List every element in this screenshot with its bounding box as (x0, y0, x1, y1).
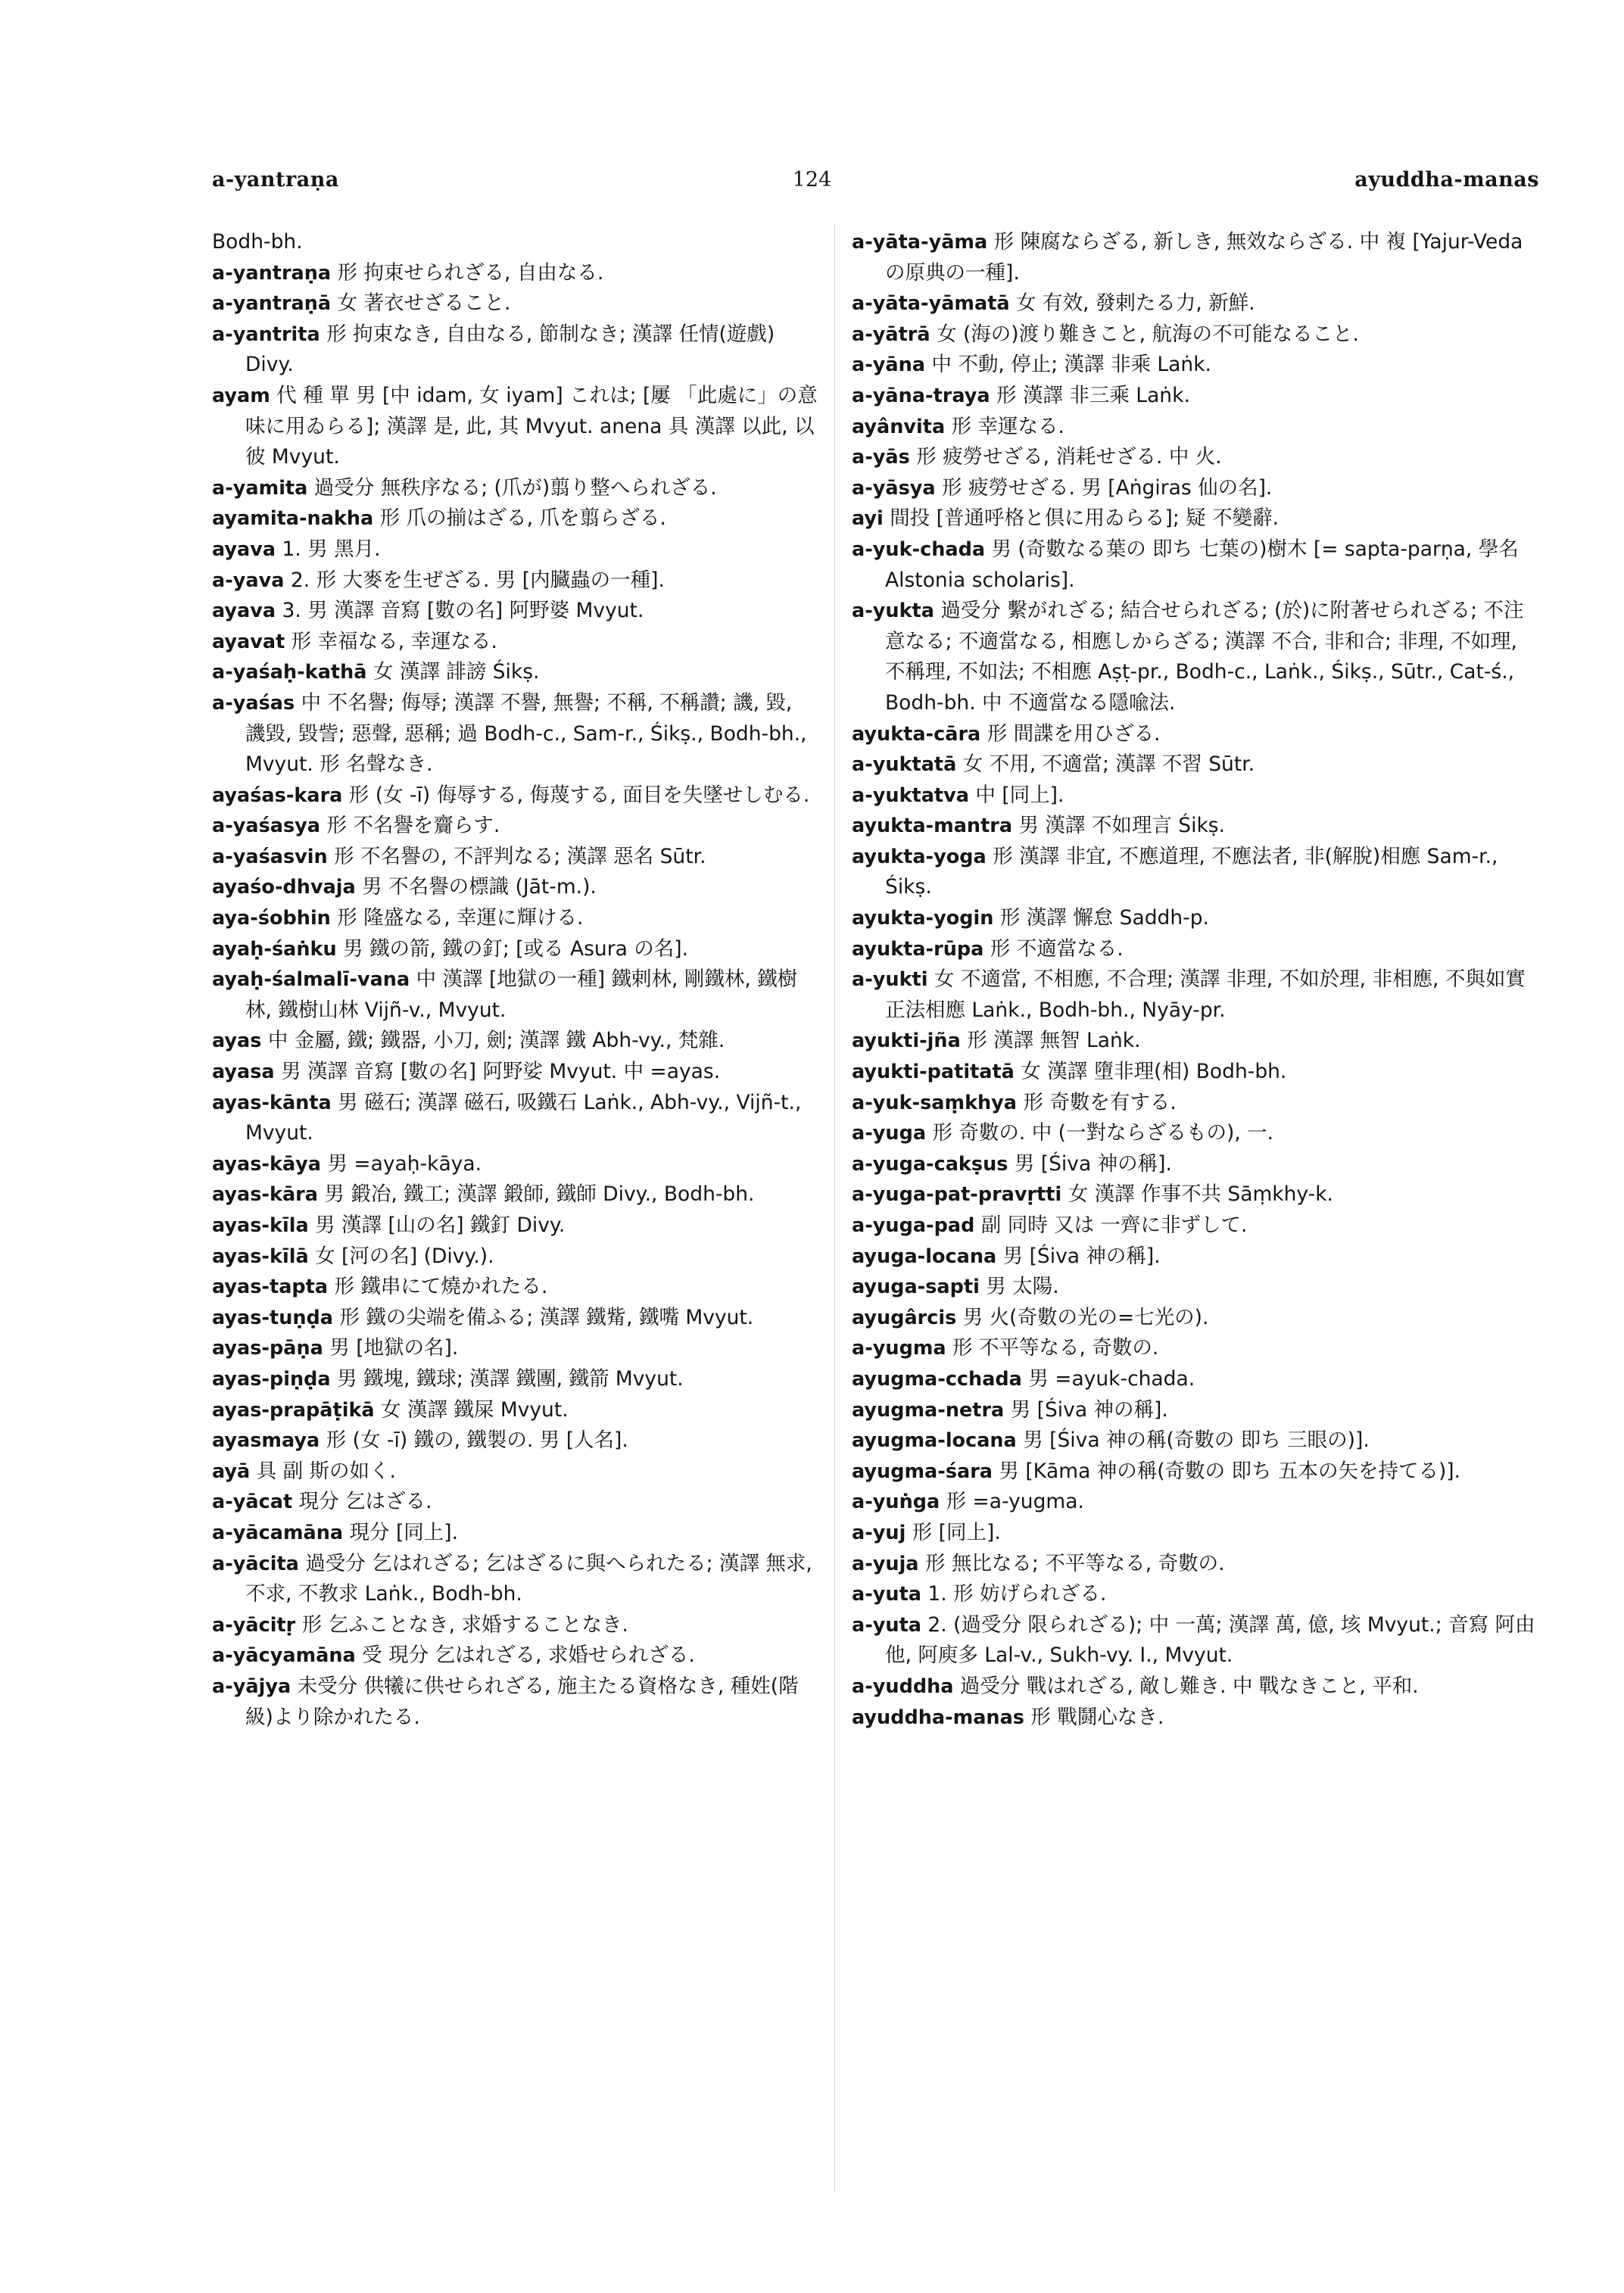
entry-definition: 男 (奇數なる葉の 即ち 七葉の)樹木 [= sapta-parṇa, 學名 Alstonia scholaris]. (885, 537, 1519, 592)
dictionary-entry (852, 842, 1539, 903)
entry-headword: ayuddha-manas (852, 1706, 1024, 1729)
dictionary-entry (212, 842, 818, 873)
dictionary-entry (212, 1303, 818, 1334)
entry-definition: 中 不動, 停止; 漢譯 非乘 Laṅk. (931, 353, 1211, 377)
entry-definition: 女 有效, 發剌たる力, 新鮮. (1016, 291, 1255, 316)
dictionary-entry (212, 934, 818, 965)
entry-definition: 2. (過受分 限られざる); 中 一萬; 漢譯 萬, 億, 垓 Mvyut.; 音寫 阿由他, 阿庾多 Lal-v., Sukh-vy. I., Mvyut. (885, 1612, 1535, 1668)
entry-definition: 形 幸運なる. (951, 414, 1064, 438)
dictionary-entry (852, 1395, 1539, 1426)
dictionary-entry (852, 1518, 1539, 1549)
entry-definition: 過受分 繫がれざる; 結合せられざる; (於)に附著せられざる; 不注意なる; 不適當なる, 相應しからざる; 漢譯 不合, 非和合; 非理, 不如理, 不稱理, 不如法; 不相應 Aṣṭ-pr., Bodh-c., Laṅk., Śikṣ., Sūtr., Cat-ś., Bodh-bh. 中 不適當なる隱喩法. (885, 599, 1524, 715)
entry-headword: a-yaśasya (212, 815, 321, 838)
dictionary-entry (852, 1210, 1539, 1242)
dictionary-entry (852, 1303, 1539, 1334)
entry-headword: a-yācat (212, 1491, 293, 1514)
entry-headword: a-yāsya (852, 476, 936, 500)
entry-headword: a-yaśaḥ-kathā (212, 661, 367, 684)
dictionary-entry (852, 749, 1539, 780)
entry-definition: 形 拘束なき, 自由なる, 節制なき; 漢譯 任情(遊戲) Divy. (245, 322, 775, 377)
entry-headword: ayaśo-dhvaja (212, 876, 356, 899)
entry-definition: 形 疲勞せざる. 男 [Aṅgiras 仙の名]. (942, 475, 1273, 500)
entry-headword: a-yamita (212, 476, 308, 500)
entry-headword: a-yās (852, 446, 910, 469)
right-column (852, 227, 1539, 1733)
entry-headword: ayukta-yoga (852, 845, 987, 868)
entry-definition: 男 漢譯 音寫 [數の名] 阿野娑 Mvyut. 中 =ayas. (281, 1060, 721, 1084)
entry-definition: 受 現分 乞はれざる, 求婚せられざる. (362, 1643, 695, 1668)
dictionary-entry (212, 688, 818, 780)
dictionary-entry (852, 534, 1539, 596)
entry-definition: 形 不適當なる. (990, 936, 1124, 961)
dictionary-entry (212, 811, 818, 842)
entry-definition: 中 不名譽; 侮辱; 漢譯 不譽, 無譽; 不稱, 不稱讚; 譏, 毀, 譏毀, 毀訾; 惡聲, 惡稱; 過 Bodh-c., Sam-r., Śikṣ., Bodh-bh., Mvyut. 形 名聲なき. (245, 690, 807, 777)
entry-headword: ayas-kāra (212, 1183, 318, 1207)
dictionary-entry (212, 473, 818, 504)
entry-headword: a-yācyamāna (212, 1644, 356, 1668)
entry-definition: 形 不平等なる, 奇數の. (952, 1336, 1159, 1360)
entry-definition: 男 不名譽の標識 (Jāt-m.). (362, 875, 597, 899)
entry-definition: 形 拘束せられざる, 自由なる. (337, 260, 604, 285)
entry-headword: a-yācitṛ (212, 1613, 296, 1637)
entry-definition: 男 鐵の箭, 鐵の釘; [或る Asura の名]. (343, 936, 689, 961)
dictionary-entry (212, 227, 818, 258)
dictionary-entry (212, 903, 818, 934)
entry-definition: 女 漢譯 作事不共 Sāṃkhy-k. (1068, 1182, 1333, 1207)
entry-definition: 代 種 單 男 [中 idam, 女 iyam] これは; [屢 「此處に」の意味に用ゐらる]; 漢譯 是, 此, 其 Mvyut. anena 具 漢譯 以此, 以彼 Mvyut. (245, 383, 818, 469)
dictionary-entry (852, 442, 1539, 473)
entry-definition: 形 乞ふことなき, 求婚することなき. (301, 1612, 628, 1637)
entry-headword: a-yukta (852, 600, 934, 623)
entry-definition: 形 (女 -ī) 侮辱する, 侮蔑する, 面目を失墜せしむる. (348, 783, 810, 807)
entry-definition: 現分 乞はざる. (298, 1490, 432, 1514)
entry-definition: 形 疲勞せざる, 消耗せざる. 中 火. (916, 445, 1222, 469)
entry-headword: ayas-tapta (212, 1276, 329, 1299)
entry-headword: a-yuta (852, 1613, 921, 1637)
entry-definition: 男 [Kāma 神の稱(奇數の 即ち 五本の矢を持てる)]. (999, 1459, 1461, 1483)
entry-headword: a-yuk-saṃkhya (852, 1091, 1018, 1114)
dictionary-entry (852, 1179, 1539, 1210)
entry-headword: ayas-prapāṭikā (212, 1398, 375, 1422)
entry-headword: ayas-tuṇḍa (212, 1306, 333, 1329)
entry-headword: ayukta-rūpa (852, 937, 984, 961)
dictionary-entry (212, 1026, 818, 1057)
dictionary-entry (852, 503, 1539, 534)
entry-headword: ayugma-cchada (852, 1367, 1022, 1391)
entry-definition: 男 [Śiva 神の稱]. (1014, 1151, 1172, 1176)
dictionary-entry (212, 1640, 818, 1671)
dictionary-entry (212, 1425, 818, 1456)
dictionary-entry (212, 1610, 818, 1641)
entry-headword: a-yuktatā (852, 753, 957, 777)
dictionary-entry (852, 964, 1539, 1026)
entry-headword: ayukta-yogin (852, 907, 994, 930)
entry-definition: 形 漢譯 無智 Laṅk. (967, 1029, 1141, 1053)
entry-definition: Bodh-bh. (212, 230, 303, 254)
dictionary-entry (212, 964, 818, 1026)
entry-definition: 形 間諜を用ひざる. (987, 721, 1161, 746)
entry-headword: ayukta-cāra (852, 722, 981, 746)
entry-headword: ayukta-mantra (852, 815, 1013, 838)
entry-definition: 1. 形 妨げられざる. (927, 1582, 1107, 1606)
entry-headword: ayukti-patitatā (852, 1061, 1015, 1084)
dictionary-entry (852, 288, 1539, 319)
dictionary-entry (852, 1364, 1539, 1395)
entry-headword: a-yātrā (852, 322, 930, 346)
entry-headword: ayaḥ-śaṅku (212, 937, 337, 961)
entry-definition: 男 [Śiva 神の稱]. (1002, 1244, 1161, 1268)
dictionary-entry (852, 1671, 1539, 1703)
dictionary-entry (212, 1364, 818, 1395)
dictionary-entry (212, 1057, 818, 1088)
entry-definition: 中 金屬, 鐵; 鐵器, 小刀, 劍; 漢譯 鐵 Abh-vy., 梵雜. (267, 1029, 725, 1053)
dictionary-entry (212, 1149, 818, 1180)
entry-definition: 女 [河の名] (Divy.). (315, 1244, 494, 1268)
entry-definition: 形 無比なる; 不平等なる, 奇數の. (924, 1551, 1225, 1575)
entry-headword: a-yuga-cakṣus (852, 1152, 1008, 1176)
entry-headword: a-yāna-traya (852, 384, 990, 407)
entry-headword: ayugma-locana (852, 1429, 1017, 1453)
entry-headword: ayugârcis (852, 1306, 957, 1329)
dictionary-entry (212, 503, 818, 534)
entry-definition: 形 隆盛なる, 幸運に輝ける. (337, 906, 584, 930)
dictionary-entry (852, 1610, 1539, 1671)
entry-headword: ayugma-śara (852, 1460, 993, 1483)
entry-definition: 形 戰鬪心なき. (1030, 1705, 1164, 1729)
entry-headword: ayavat (212, 630, 285, 653)
entry-definition: 未受分 供犧に供せられざる, 施主たる資格なき, 種姓(階級)より除かれたる. (245, 1674, 799, 1729)
entry-definition: 現分 [同上]. (349, 1520, 459, 1544)
dictionary-entry (212, 319, 818, 381)
dictionary-entry (212, 1456, 818, 1488)
dictionary-entry (212, 381, 818, 473)
entry-definition: 女 漢譯 誹謗 Śikṣ. (372, 660, 540, 684)
entry-headword: a-yantrita (212, 322, 320, 346)
dictionary-entry (212, 1333, 818, 1364)
entry-headword: ayaḥ-śalmalī-vana (212, 968, 410, 992)
dictionary-entry (212, 1088, 818, 1149)
dictionary-entry (212, 1671, 818, 1733)
entry-headword: a-yājya (212, 1675, 291, 1698)
dictionary-entry (212, 596, 818, 627)
entry-definition: 過受分 無秩序なる; (爪が)翦り整へられざる. (313, 475, 717, 500)
entry-definition: 形 不名譽を齎らす. (326, 814, 500, 838)
entry-headword: aya-śobhin (212, 907, 331, 930)
dictionary-entry (852, 596, 1539, 718)
running-head-right: ayuddha-manas (1354, 168, 1539, 192)
entry-headword: a-yācamāna (212, 1521, 344, 1544)
entry-headword: a-yuṅga (852, 1491, 940, 1514)
dictionary-entry (852, 412, 1539, 443)
entry-definition: 男 太陽. (986, 1275, 1059, 1299)
dictionary-entry (852, 319, 1539, 350)
dictionary-entry (212, 258, 818, 289)
entry-headword: a-yava (212, 569, 285, 592)
dictionary-entry (852, 1425, 1539, 1456)
entry-definition: 女 著衣せざること. (337, 291, 511, 316)
entry-definition: 具 副 斯の如く. (256, 1459, 396, 1483)
entry-definition: 形 幸福なる, 幸運なる. (291, 629, 497, 653)
entry-definition: 形 [同上]. (912, 1520, 1001, 1544)
entry-definition: 女 不用, 不適當; 漢譯 不習 Sūtr. (962, 752, 1255, 777)
entry-definition: 形 (女 -ī) 鐵の, 鐵製の. 男 [人名]. (326, 1428, 628, 1453)
dictionary-entry (852, 1703, 1539, 1734)
entry-headword: ayugma-netra (852, 1398, 1005, 1422)
dictionary-entry (212, 872, 818, 903)
dictionary-entry (852, 719, 1539, 750)
entry-headword: a-yukti (852, 968, 928, 992)
entry-definition: 男 漢譯 [山の名] 鐵釘 Divy. (315, 1213, 566, 1237)
page-number: 124 (792, 168, 832, 192)
entry-definition: 男 =ayaḥ-kāya. (327, 1151, 482, 1176)
entry-headword: ayi (852, 507, 884, 531)
entry-definition: 形 奇數の. 中 (一對ならざるもの), 一. (932, 1121, 1274, 1145)
entry-headword: ayas-piṇḍa (212, 1367, 331, 1391)
entry-definition: 形 =a-yugma. (946, 1490, 1084, 1514)
entry-definition: 形 漢譯 懈怠 Saddh-p. (999, 906, 1209, 930)
entry-headword: a-yaśasvin (212, 845, 328, 868)
entry-definition: 女 (海の)渡り難きこと, 航海の不可能なること. (937, 322, 1359, 346)
dictionary-entry (852, 811, 1539, 842)
dictionary-entry (212, 1242, 818, 1273)
entry-headword: ayânvita (852, 415, 946, 438)
dictionary-entry (212, 1179, 818, 1210)
entry-headword: a-yuddha (852, 1675, 954, 1698)
entry-headword: ayas-kāya (212, 1152, 322, 1176)
entry-definition: 中 [同上]. (975, 783, 1064, 807)
dictionary-entry (852, 1242, 1539, 1273)
dictionary-entry (852, 1333, 1539, 1364)
entry-headword: ayā (212, 1460, 251, 1483)
dictionary-entry (852, 1026, 1539, 1057)
entry-headword: ayas-kīla (212, 1214, 309, 1237)
entry-headword: ayaśas-kara (212, 784, 343, 807)
dictionary-entry (852, 473, 1539, 504)
entry-definition: 形 不名譽の, 不評判なる; 漢譯 惡名 Sūtr. (334, 844, 706, 868)
dictionary-entry (852, 1057, 1539, 1088)
dictionary-entry (852, 1579, 1539, 1610)
entry-definition: 形 鐵串にて燒かれたる. (334, 1275, 548, 1299)
entry-headword: ayas-pāṇa (212, 1337, 323, 1360)
entry-headword: ayukti-jña (852, 1030, 961, 1053)
dictionary-entry (852, 1549, 1539, 1580)
entry-headword: a-yuga-pat-pravṛtti (852, 1183, 1062, 1207)
entry-headword: a-yuga (852, 1122, 927, 1145)
dictionary-entry (852, 934, 1539, 965)
entry-definition: 過受分 戰はれざる, 敵し難き. 中 戰なきこと, 平和. (959, 1674, 1419, 1698)
entry-headword: a-yācita (212, 1552, 299, 1575)
dictionary-entry (212, 1487, 818, 1518)
dictionary-entry (852, 227, 1539, 288)
entry-definition: 過受分 乞はれざる; 乞はざるに與へられたる; 漢譯 無求, 不求, 不教求 Laṅk., Bodh-bh. (245, 1551, 812, 1606)
entry-definition: 1. 男 黑月. (282, 537, 381, 561)
dictionary-entry (852, 1272, 1539, 1303)
dictionary-entry (212, 534, 818, 565)
dictionary-entry (212, 627, 818, 658)
entry-headword: a-yantraṇā (212, 292, 332, 316)
entry-definition: 男 磁石; 漢譯 磁石, 吸鐵石 Laṅk., Abh-vy., Vijñ-t., Mvyut. (245, 1090, 802, 1145)
entry-definition: 男 [Śiva 神の稱(奇數の 即ち 三眼の)]. (1023, 1428, 1370, 1453)
entry-headword: ayasmaya (212, 1429, 320, 1453)
entry-definition: 女 漢譯 墮非理(相) Bodh-bh. (1021, 1060, 1287, 1084)
dictionary-entry (212, 657, 818, 688)
entry-definition: 形 漢譯 非三乘 Laṅk. (996, 383, 1190, 407)
entry-headword: ayam (212, 384, 270, 407)
entry-definition: 男 [Śiva 神の稱]. (1010, 1397, 1168, 1422)
left-column (212, 227, 818, 1733)
entry-headword: a-yuta (852, 1583, 921, 1606)
column-divider (834, 224, 835, 2192)
dictionary-entry (852, 1456, 1539, 1488)
entry-headword: ayamita-nakha (212, 507, 374, 531)
dictionary-entry (852, 903, 1539, 934)
entry-definition: 男 鐵塊, 鐵球; 漢譯 鐵團, 鐵箭 Mvyut. (337, 1366, 684, 1391)
dictionary-entry (852, 1118, 1539, 1149)
entry-headword: a-yāta-yāma (852, 231, 988, 254)
entry-headword: a-yuja (852, 1552, 919, 1575)
entry-definition: 男 漢譯 不如理言 Śikṣ. (1018, 814, 1226, 838)
entry-headword: ayuga-locana (852, 1245, 997, 1268)
dictionary-entry (212, 1518, 818, 1549)
entry-definition: 間投 [普通呼格と倶に用ゐらる]; 疑 不變辭. (890, 506, 1280, 531)
entry-headword: a-yāna (852, 354, 925, 377)
dictionary-entry (212, 780, 818, 812)
dictionary-entry (852, 381, 1539, 412)
entry-headword: a-yuj (852, 1521, 906, 1544)
running-head-left: a-yantraṇa (212, 168, 339, 192)
entry-definition: 形 陳腐ならざる, 新しき, 無效ならざる. 中 複 [Yajur-Veda の原典の一種]. (885, 230, 1523, 285)
dictionary-entry (212, 565, 818, 597)
entry-headword: ayava (212, 600, 276, 623)
entry-definition: 男 =ayuk-chada. (1028, 1366, 1195, 1391)
dictionary-entry (852, 1487, 1539, 1518)
entry-headword: ayasa (212, 1061, 275, 1084)
dictionary-entry (212, 1395, 818, 1426)
entry-headword: a-yuga-pad (852, 1214, 975, 1237)
entry-definition: 副 同時 又は 一齊に非ずして. (980, 1213, 1248, 1237)
entry-definition: 形 奇數を有する. (1023, 1090, 1177, 1114)
entry-definition: 中 漢譯 [地獄の一種] 鐵剌林, 剛鐵林, 鐵樹林, 鐵樹山林 Vijñ-v., Mvyut. (245, 967, 798, 1022)
dictionary-entry (852, 780, 1539, 812)
entry-definition: 形 鐵の尖端を備ふる; 漢譯 鐵觜, 鐵嘴 Mvyut. (339, 1305, 754, 1329)
entry-definition: 男 [地獄の名]. (329, 1336, 459, 1360)
entry-headword: a-yuktatva (852, 784, 969, 807)
entry-headword: a-yugma (852, 1337, 946, 1360)
entry-headword: ayas (212, 1030, 262, 1053)
entry-definition: 形 爪の揃はざる, 爪を翦らざる. (379, 506, 666, 531)
dictionary-entry (212, 288, 818, 319)
entry-headword: ayas-kīlā (212, 1245, 309, 1268)
entry-headword: a-yāta-yāmatā (852, 292, 1010, 316)
entry-headword: a-yuk-chada (852, 537, 986, 561)
dictionary-entry (212, 1210, 818, 1242)
entry-definition: 2. 形 大麥を生ぜざる. 男 [内臓蟲の一種]. (290, 568, 665, 592)
dictionary-entry (212, 1549, 818, 1610)
entry-headword: ayava (212, 537, 276, 561)
entry-headword: a-yantraṇa (212, 261, 332, 285)
dictionary-entry (852, 350, 1539, 381)
entry-definition: 女 漢譯 鐵屎 Mvyut. (381, 1397, 569, 1422)
entry-headword: ayas-kānta (212, 1091, 332, 1114)
dictionary-entry (852, 1088, 1539, 1119)
entry-definition: 形 漢譯 非宜, 不應道理, 不應法者, 非(解脫)相應 Sam-r., Śikṣ. (885, 844, 1498, 899)
entry-definition: 男 火(奇數の光の=七光の). (962, 1305, 1209, 1329)
entry-headword: ayuga-sapti (852, 1276, 980, 1299)
entry-definition: 女 不適當, 不相應, 不合理; 漢譯 非理, 不如於理, 非相應, 不與如實正法相應 Laṅk., Bodh-bh., Nyāy-pr. (885, 967, 1526, 1022)
dictionary-entry (852, 1149, 1539, 1180)
entry-headword: a-yaśas (212, 691, 295, 715)
dictionary-entry (212, 1272, 818, 1303)
entry-definition: 男 鍛冶, 鐵工; 漢譯 鍛師, 鐵師 Divy., Bodh-bh. (324, 1182, 755, 1207)
entry-definition: 3. 男 漢譯 音寫 [數の名] 阿野婆 Mvyut. (282, 599, 644, 623)
